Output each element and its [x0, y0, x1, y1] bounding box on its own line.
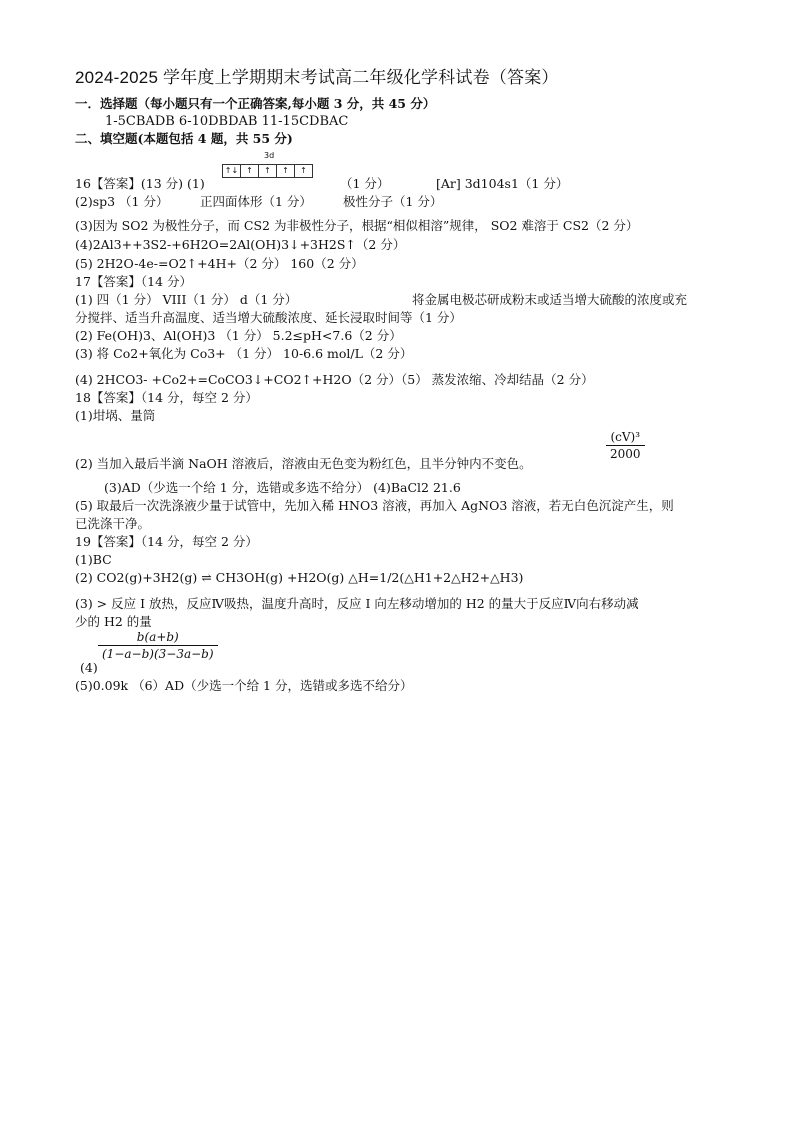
q16-line-2b: 正四面体形（1 分） [200, 194, 312, 209]
q18-line-5b: 已洗涤干净。 [75, 516, 151, 531]
orbital-cell: ↑ [241, 165, 259, 177]
q18-fraction [606, 430, 645, 461]
fraction-denominator: 2000 [610, 447, 641, 461]
q19-line-2: (2) CO2(g)+3H2(g) ⇌ CH3OH(g) +H2O(g) △H=1/2(△H1+2△H2+△H3) [75, 570, 524, 585]
q19-heading: 19【答案】（14 分，每空 2 分） [75, 534, 258, 549]
q18-heading: 18【答案】（14 分，每空 2 分） [75, 390, 258, 405]
orbital-cell: ↑ [259, 165, 277, 177]
q17-line-1c: 分搅拌、适当升高温度、适当增大硫酸浓度、延长浸取时间等（1 分） [75, 310, 462, 325]
q16-line-3: (3)因为 SO2 为极性分子，而 CS2 为非极性分子，根据“相似相溶”规律， SO2 难溶于 CS2（2 分） [75, 218, 639, 233]
section-2-heading: 二、填空题(本题包括 4 题，共 55 分) [75, 131, 293, 146]
q19-line-3b: 少的 H2 的量 [75, 614, 152, 629]
q17-line-2: (2) Fe(OH)3、Al(OH)3 （1 分） 5.2≤pH<7.6（2 分） [75, 328, 402, 343]
q18-line-2: (2) 当加入最后半滴 NaOH 溶液后，溶液由无色变为粉红色，且半分钟内不变色。 [75, 456, 532, 471]
q19-line-1: (1)BC [75, 552, 112, 567]
q19-line-5: (5)0.09k （6）AD（少选一个给 1 分，选错或多选不给分） [75, 678, 413, 693]
q17-heading: 17【答案】（14 分） [75, 274, 193, 289]
q17-line-1a: (1) 四（1 分） VIII（1 分） d（1 分） [75, 292, 298, 307]
orbital-label: 3d [264, 151, 275, 160]
fraction-denominator: (1−a−b)(3−3a−b) [102, 647, 214, 661]
q16-line-2c: 极性分子（1 分） [343, 194, 443, 209]
q16-line-5: (5) 2H2O-4e-=O2↑+4H+（2 分） 160（2 分） [75, 256, 364, 271]
q17-line-1b: 将金属电极芯研成粉末或适当增大硫酸的浓度或充 [412, 292, 688, 307]
q18-line-3: (3)AD（少选一个给 1 分，选错或多选不给分） (4)BaCl2 21.6 [104, 480, 461, 495]
orbital-cell: ↑↓ [223, 165, 241, 177]
q16-score-1: （1 分） [340, 176, 390, 191]
section-1-answers: 1-5CBADB 6-10DBDAB 11-15CDBAC [105, 114, 349, 129]
q16-line-2a: (2)sp3 （1 分） [75, 194, 169, 209]
orbital-cell: ↑ [277, 165, 295, 177]
q19-line-3a: (3) > 反应 I 放热，反应Ⅳ吸热，温度升高时，反应 I 向左移动增加的 H2 的量大于反应Ⅳ向右移动减 [75, 596, 639, 611]
fraction-numerator: (cV)³ [610, 430, 641, 444]
q17-line-3: (3) 将 Co2+氧化为 Co3+ （1 分） 10-6.6 mol/L（2 分） [75, 346, 413, 361]
q16-line-4: (4)2Al3++3S2-+6H2O=2Al(OH)3↓+3H2S↑（2 分） [75, 237, 406, 252]
section-1-heading: 一．选择题（每小题只有一个正确答案,每小题 3 分，共 45 分） [75, 96, 436, 111]
q16-lead: 16【答案】(13 分) (1) [75, 176, 205, 191]
page-title: 2024-2025 学年度上学期期末考试高二年级化学科试卷（答案） [75, 68, 559, 87]
orbital-diagram [222, 151, 313, 178]
fraction-numerator: b(a+b) [136, 630, 179, 644]
q17-line-4: (4) 2HCO3- +Co2+=CoCO3↓+CO2↑+H2O（2 分）（5） 蒸发浓缩、冷却结晶（2 分） [75, 372, 594, 387]
q18-line-1: (1)坩埚、量筒 [75, 408, 156, 423]
q16-config: [Ar] 3d104s1（1 分） [436, 176, 569, 191]
orbital-cell: ↑ [300, 166, 307, 175]
q19-fraction [98, 630, 218, 661]
q19-part-4-label: (4) [80, 660, 98, 675]
q18-line-5a: (5) 取最后一次洗涤液少量于试管中，先加入稀 HNO3 溶液，再加入 AgNO3 溶液，若无白色沉淀产生，则 [75, 498, 674, 513]
